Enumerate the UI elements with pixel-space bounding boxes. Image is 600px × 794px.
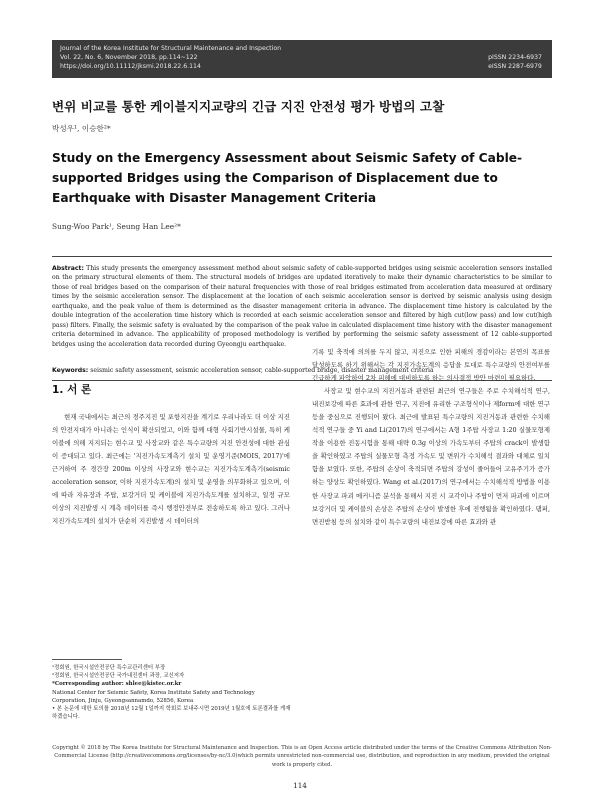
paragraph: 현재 국내에서는 최근의 경주지진 및 포항지진을 계기로 우리나라도 더 이상 지진의 안전지대가 아니라는 인식이 확산되었고, 이와 함께 대형 사회기반시설물, 특히 케이블에 의해 지지되는 현수교 및 사장교와 같은 특수교량의 지진 안전성에 대한 관심이 증대되고 있다. 최근에는 '지진가속도계측기 설치 및 운영기준(MOIS, 2017)'에 근거하여 주 경간장 200m 이상의 사장교와 현수교는 지진가속도계측기(seismic acceleration sensor, 이하 지진가속도계)의 설치 및 운영을 의무화하고 있으며, 이에 따라 자유장과 주탑, 보강거더 및 케이블에 지진가속도계를 설치하고, 일정 규모 이상의 지진발생 시 계측 데이터를 즉시 행정안전부로 전송하도록 하고 있다. 그러나 지진가속도계의 설치가 단순히 지진발생 시 데이터의 <box>52 413 290 526</box>
authors-english: Sung-Woo Park¹, Seung Han Lee²* <box>52 222 181 231</box>
paragraph: 기록 및 축적에 의의를 두지 않고, 지진으로 인한 피해의 경감이라는 본연의 목표를 달성하도록 하기 위해서는 각 지진가속도계의 응답을 토대로 특수교량의 안전여부를 긴급하게 파악하여 2차 피해에 대비하도록 하는 의사결정 방안 마련이 필요하다. <box>312 348 550 383</box>
abstract-label: Abstract: <box>52 265 84 272</box>
title-english: Study on the Emergency Assessment about Seismic Safety of Cable-supported Bridges using the Comparison of Displacement due to Earthquake with Disaster Management Criteria <box>52 151 523 205</box>
footnotes <box>52 664 292 721</box>
keywords-label: Keywords: <box>52 367 89 374</box>
footnote-rule <box>52 659 122 660</box>
issn-block <box>488 53 542 71</box>
keywords-text: seismic safety assessment, seismic acceleration sensor, cable-supported bridge, disaster management criteria <box>90 367 434 374</box>
affiliation-1: ¹정회원, 한국시설안전공단 특수교관리센터 부장 <box>52 665 166 671</box>
address-line-2: Corporation, Jinju, Gyeongsannamdo, 52856, Korea <box>52 697 194 704</box>
page-number: 114 <box>293 781 307 790</box>
journal-doi-link[interactable]: https://doi.org/10.11112/jksmi.2018.22.6.114 <box>60 63 201 70</box>
pissn: pISSN 2234-6937 <box>488 54 542 61</box>
abstract <box>52 264 552 349</box>
eissn: eISSN 2287-6979 <box>488 63 542 70</box>
affiliation-2: ²정회원, 한국시설안전공단 국가내진센터 과장, 교신저자 <box>52 673 185 680</box>
title-korean: 변위 비교를 통한 케이블지지교량의 긴급 지진 안전성 평가 방법의 고찰 <box>52 99 445 114</box>
journal-header <box>52 40 552 78</box>
discussion-note: • 본 논문에 대한 토의를 2018년 12월 1일까지 학회로 보내주시면 2019년 1월호에 토론결과를 게재하겠습니다. <box>52 706 291 721</box>
journal-name: Journal of the Korea Institute for Structural Maintenance and Inspection <box>60 45 282 52</box>
left-column <box>52 411 290 528</box>
abstract-top-rule <box>52 256 552 257</box>
right-column <box>312 346 550 529</box>
authors-korean: 박성우¹, 이승한²* <box>52 124 111 133</box>
section-heading: 1. 서 론 <box>52 384 92 396</box>
paragraph: 사장교 및 현수교의 지진거동과 관련된 최근의 연구들은 주로 수치해석적 연구, 내진보강에 따른 효과에 관한 연구, 지진에 유리한 구조형식이나 제form에 대한 연구 등을 중심으로 진행되어 왔다. 최근에 발표된 특수교량의 지진거동과 관련한 수치해석적 연구들 중 Yi and Li(2017)의 연구에서는 A형 1주탑 사장교 1:20 실물모형제작을 이용한 진동시험을 통해 대략 0.3g 이상의 가속도부터 주탑의 crack이 발생함을 확인하였고 주탑의 실물모형 측정 가속도 및 변위가 수치해석 결과와 대체로 일치함을 보였다. 또한, 주탑의 손상이 축적되면 주탑의 강성이 줄어들어 고유주기가 증가하는 양상도 확인하였다. Wang et al.(2017)의 연구에서는 수치해석적 방법을 이용한 사장교 파괴 메커니즘 분석을 통해서 지진 시 교각이나 주탑이 먼저 파괴에 이르며 보강거더 및 케이블의 손상은 주탑의 손상이 발생한 후에 진행됨을 확인하였다. 댐퍼, 면진받침 등의 설치와 같이 특수교량의 내진보강에 따른 효과와 관 <box>312 387 550 526</box>
corresponding-author: *Corresponding author: shlee@kistec.or.kr <box>52 681 182 688</box>
copyright-notice: Copyright © 2018 by The Korea Institute for Structural Maintenance and Inspection. This is an Open Access article distributed under the terms of the Creative Commons Attribution Non-Commercial License (http://creativecommons.org/licenses/by-nc/3.0)which permits unrestricted non-commercial use, distribution, and reproduction in any medium, provided the original work is properly cited. <box>52 745 552 768</box>
journal-volume: Vol. 22, No. 6, November 2018, pp.114~122 <box>60 54 198 61</box>
journal-info <box>60 44 281 71</box>
abstract-text: This study presents the emergency assessment method about seismic safety of cable-supported bridges using seismic acceleration sensors installed on the primary structural elements of them. The structural models of bridges are updated iteratively to make their dynamic characteristics to be similar to those of real bridges based on the comparison of their natural frequencies with those of real bridges estimated from acceleration data measured at ordinary times by the seismic acceleration sensor. The displacement at the location of each seismic acceleration sensor is derived by seismic analysis using design earthquake, and the peak value of them is determined as the disaster management criteria in advance. The displacement time history is calculated by the double integration of the acceleration time history which is recorded at each seismic acceleration sensor and filtered by high cut(low pass) and low cut(high pass) filters. Finally, the seismic safety is evaluated by the comparison of the peak value in calculated displacement time history with the disaster management criteria determined in advance. The applicability of proposed methodology is verified by performing the seismic safety assessment of 12 cable-supported bridges using the acceleration data recorded during Gyeongju earthquake. <box>52 265 552 348</box>
address-line-1: National Center for Seismic Safety, Korea Institute Safety and Technology <box>52 689 255 696</box>
